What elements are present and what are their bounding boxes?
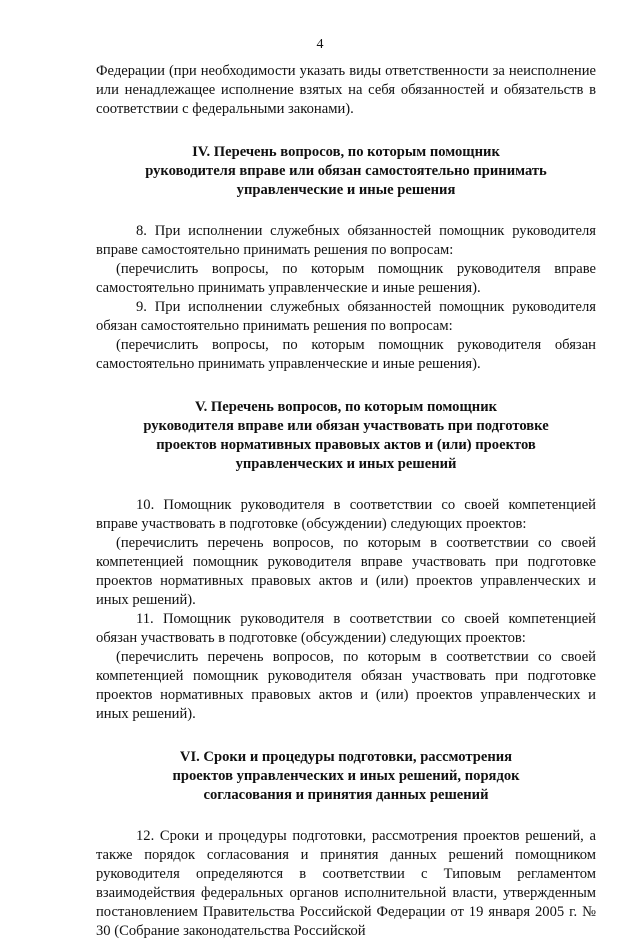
section-6-heading-line: согласования и принятия данных решений: [203, 787, 489, 803]
section-6-heading-line: проектов управленческих и иных решений, порядок: [172, 768, 520, 784]
section-4-heading: [96, 143, 596, 200]
section-4-heading-line: управленческие и иные решения: [236, 182, 456, 198]
section-6-heading-line: VI. Сроки и процедуры подготовки, рассмотрения: [179, 749, 513, 765]
section-4-heading-line: руководителя вправе или обязан самостоятельно принимать: [145, 163, 547, 179]
paragraph-11-note: (перечислить перечень вопросов, по которым в соответствии со своей компетенцией помощник руководителя обязан участвовать при подготовке проектов нормативных правовых актов и (или) проектов управленческих и иных решений).: [96, 649, 596, 722]
section-5-heading-line: проектов нормативных правовых актов и (или) проектов: [156, 437, 536, 453]
paragraph-8-note: (перечислить вопросы, по которым помощник руководителя вправе самостоятельно принимать управленческие и иные решения).: [96, 261, 596, 296]
section-6-heading: [96, 748, 596, 805]
paragraph-8: 8. При исполнении служебных обязанностей помощник руководителя вправе самостоятельно принимать решения по вопросам:: [96, 223, 596, 258]
paragraph-10-note: (перечислить перечень вопросов, по которым в соответствии со своей компетенцией помощник руководителя вправе участвовать при подготовке проектов нормативных правовых актов и (или) проектов управленческих и иных решений).: [96, 535, 596, 608]
section-5-heading-line: V. Перечень вопросов, по которым помощник: [194, 399, 498, 415]
section-5-heading-line: управленческих и иных решений: [235, 456, 457, 472]
section-5-heading-line: руководителя вправе или обязан участвовать при подготовке: [143, 418, 549, 434]
section-4-heading-line: IV. Перечень вопросов, по которым помощник: [192, 144, 500, 160]
opening-paragraph: Федерации (при необходимости указать виды ответственности за неисполнение или ненадлежащее исполнение взятых на себя обязанностей и обязательств в соответствии с федеральными законами).: [96, 63, 596, 117]
document-body: [96, 62, 596, 941]
section-5-heading: [96, 398, 596, 474]
paragraph-9: 9. При исполнении служебных обязанностей помощник руководителя обязан самостоятельно принимать решения по вопросам:: [96, 299, 596, 334]
paragraph-12: 12. Сроки и процедуры подготовки, рассмотрения проектов решений, а также порядок согласования и принятия данных решений помощником руководителя определяются в соответствии с Типовым регламентом взаимодействия федеральных органов исполнительной власти, утвержденным постановлением Правительства Российской Федерации от 19 января 2005 г. № 30 (Собрание законодательства Российской: [96, 828, 596, 939]
page-number: 4: [316, 37, 324, 52]
paragraph-11: 11. Помощник руководителя в соответствии со своей компетенцией обязан участвовать в подготовке (обсуждении) следующих проектов:: [96, 611, 596, 646]
paragraph-9-note: (перечислить вопросы, по которым помощник руководителя обязан самостоятельно принимать управленческие и иные решения).: [96, 337, 596, 372]
paragraph-10: 10. Помощник руководителя в соответствии со своей компетенцией вправе участвовать в подготовке (обсуждении) следующих проектов:: [96, 497, 596, 532]
